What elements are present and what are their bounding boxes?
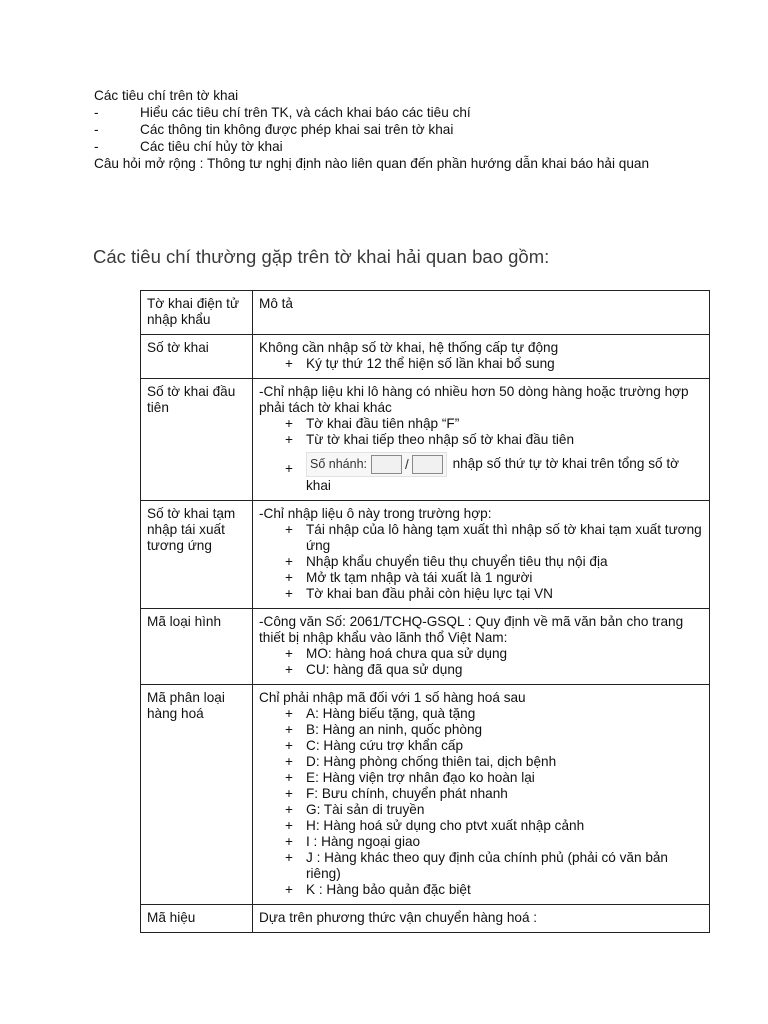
plus-bullet: + xyxy=(285,416,293,431)
table-row xyxy=(141,685,710,905)
description-cell xyxy=(253,335,710,379)
list-item xyxy=(259,754,703,770)
list-item-text: A: Hàng biếu tặng, quà tặng xyxy=(306,706,476,721)
description-text: -Công văn Số: 2061/TCHQ-GSQL : Quy định về mã văn bản cho trang thiết bị nhập khẩu vào lãnh thổ Việt Nam: xyxy=(259,614,684,645)
plus-bullet: + xyxy=(285,786,293,801)
description-text: Không cần nhập số tờ khai, hệ thống cấp tự động xyxy=(259,340,559,355)
intro-item-text: Các tiêu chí hủy tờ khai xyxy=(140,139,283,154)
plus-bullet: + xyxy=(285,662,293,677)
plus-bullet: + xyxy=(285,738,293,753)
intro-item xyxy=(94,122,734,139)
list-item-text: CU: hàng đã qua sử dụng xyxy=(306,662,463,677)
plus-bullet: + xyxy=(285,722,293,737)
plus-bullet: + xyxy=(285,432,293,447)
list-item-text: G: Tài sản di truyền xyxy=(306,802,425,817)
list-item-text: J : Hàng khác theo quy định của chính phủ (phải có văn bản riêng) xyxy=(306,850,668,881)
table-row xyxy=(141,501,710,609)
plus-bullet: + xyxy=(285,802,293,817)
list-item xyxy=(259,834,703,850)
intro-item-text: Hiểu các tiêu chí trên TK, và cách khai báo các tiêu chí xyxy=(140,105,471,120)
table-row xyxy=(141,609,710,685)
list-item-text: Tái nhập của lô hàng tạm xuất thì nhập số tờ khai tạm xuất tương ứng xyxy=(306,522,702,553)
list-item xyxy=(259,722,703,738)
list-item xyxy=(259,662,703,678)
list-item xyxy=(259,818,703,834)
branch-field-label: Số nhánh: xyxy=(310,457,367,471)
plus-bullet: + xyxy=(285,834,293,849)
field-name-cell: Mã hiệu xyxy=(141,905,253,933)
section-heading: Các tiêu chí thường gặp trên tờ khai hải quan bao gồm: xyxy=(93,246,550,267)
plus-bullet: + xyxy=(285,586,293,601)
field-name-cell: Mã phân loại hàng hoá xyxy=(141,685,253,905)
plus-bullet: + xyxy=(285,356,293,371)
description-text: Chỉ phải nhập mã đối với 1 số hàng hoá sau xyxy=(259,690,526,705)
list-item xyxy=(259,802,703,818)
list-item xyxy=(259,770,703,786)
intro-item xyxy=(94,105,734,122)
table-row xyxy=(141,335,710,379)
branch-field-screenshot xyxy=(306,452,447,477)
list-item-text: B: Hàng an ninh, quốc phòng xyxy=(306,722,483,737)
list-item-text: E: Hàng viện trợ nhân đạo ko hoàn lại xyxy=(306,770,535,785)
intro-item-text: Các thông tin không được phép khai sai trên tờ khai xyxy=(140,122,454,137)
dash-marker: - xyxy=(94,139,99,154)
description-text: -Chỉ nhập liệu khi lô hàng có nhiều hơn 50 dòng hàng hoặc trường hợp phải tách tờ khai khác xyxy=(259,384,689,415)
field-name-cell: Mã loại hình xyxy=(141,609,253,685)
list-item-text: K : Hàng bảo quản đặc biệt xyxy=(306,882,471,897)
description-cell xyxy=(253,609,710,685)
description-cell xyxy=(253,501,710,609)
list-item-text: Mở tk tạm nhập và tái xuất là 1 người xyxy=(306,570,533,585)
branch-total-box xyxy=(412,455,443,474)
list-item-text: Tờ khai đầu tiên nhập “F” xyxy=(306,416,460,431)
list-item-text: Ký tự thứ 12 thể hiện số lần khai bổ sung xyxy=(306,356,555,371)
field-name-cell: Số tờ khai đầu tiên xyxy=(141,379,253,501)
list-item xyxy=(259,882,703,898)
branch-number-box xyxy=(371,455,402,474)
description-text: Dựa trên phương thức vận chuyển hàng hoá : xyxy=(259,910,538,925)
list-item xyxy=(259,586,703,602)
bullet-list xyxy=(259,356,703,372)
plus-bullet: + xyxy=(285,882,293,897)
intro-title: Các tiêu chí trên tờ khai xyxy=(94,88,239,103)
table-header-row xyxy=(141,291,710,335)
list-item-text: Nhập khẩu chuyển tiêu thụ chuyển tiêu thụ nội địa xyxy=(306,554,608,569)
list-item xyxy=(259,356,703,372)
intro-item xyxy=(94,139,734,156)
plus-bullet: + xyxy=(285,850,293,865)
list-item-text: D: Hàng phòng chống thiên tai, dịch bệnh xyxy=(306,754,557,769)
list-item xyxy=(259,570,703,586)
intro-section xyxy=(94,88,734,173)
list-item xyxy=(259,522,703,554)
list-item-text: I : Hàng ngoại giao xyxy=(306,834,421,849)
plus-bullet: + xyxy=(285,754,293,769)
list-item-text: Từ tờ khai tiếp theo nhập số tờ khai đầu tiên xyxy=(306,432,574,447)
header-cell-description: Mô tả xyxy=(253,291,710,335)
plus-bullet: + xyxy=(285,522,293,537)
plus-bullet: + xyxy=(285,461,293,476)
list-item-text: C: Hàng cứu trợ khẩn cấp xyxy=(306,738,464,753)
plus-bullet: + xyxy=(285,646,293,661)
plus-bullet: + xyxy=(285,818,293,833)
list-item xyxy=(259,416,703,432)
list-item xyxy=(259,738,703,754)
list-item xyxy=(259,452,703,494)
list-item xyxy=(259,786,703,802)
list-item xyxy=(259,706,703,722)
table-row xyxy=(141,379,710,501)
list-item-text: F: Bưu chính, chuyển phát nhanh xyxy=(306,786,508,801)
plus-bullet: + xyxy=(285,706,293,721)
list-item xyxy=(259,646,703,662)
plus-bullet: + xyxy=(285,570,293,585)
table-row xyxy=(141,905,710,933)
branch-separator: / xyxy=(405,457,409,472)
list-item-text: MO: hàng hoá chưa qua sử dụng xyxy=(306,646,508,661)
field-name-cell: Số tờ khai tạm nhập tái xuất tương ứng xyxy=(141,501,253,609)
bullet-list xyxy=(259,522,703,602)
description-cell xyxy=(253,905,710,933)
plus-bullet: + xyxy=(285,770,293,785)
intro-question: Câu hỏi mở rộng : Thông tư nghị định nào liên quan đến phần hướng dẫn khai báo hải quan xyxy=(94,156,650,171)
list-item-text: Tờ khai ban đầu phải còn hiệu lực tại VN xyxy=(306,586,553,601)
list-item-text: nhập số thứ tự tờ khai trên tổng số tờ khai xyxy=(306,456,680,493)
criteria-table xyxy=(140,290,710,933)
header-cell-field: Tờ khai điện tử nhập khẩu xyxy=(141,291,253,335)
description-cell xyxy=(253,379,710,501)
bullet-list xyxy=(259,706,703,898)
list-item xyxy=(259,554,703,570)
field-name-cell: Số tờ khai xyxy=(141,335,253,379)
description-cell xyxy=(253,685,710,905)
dash-marker: - xyxy=(94,122,99,137)
bullet-list xyxy=(259,416,703,494)
dash-marker: - xyxy=(94,105,99,120)
bullet-list xyxy=(259,646,703,678)
plus-bullet: + xyxy=(285,554,293,569)
list-item-text: H: Hàng hoá sử dụng cho ptvt xuất nhập cảnh xyxy=(306,818,585,833)
list-item xyxy=(259,432,703,448)
list-item xyxy=(259,850,703,882)
description-text: -Chỉ nhập liệu ô này trong trường hợp: xyxy=(259,506,492,521)
